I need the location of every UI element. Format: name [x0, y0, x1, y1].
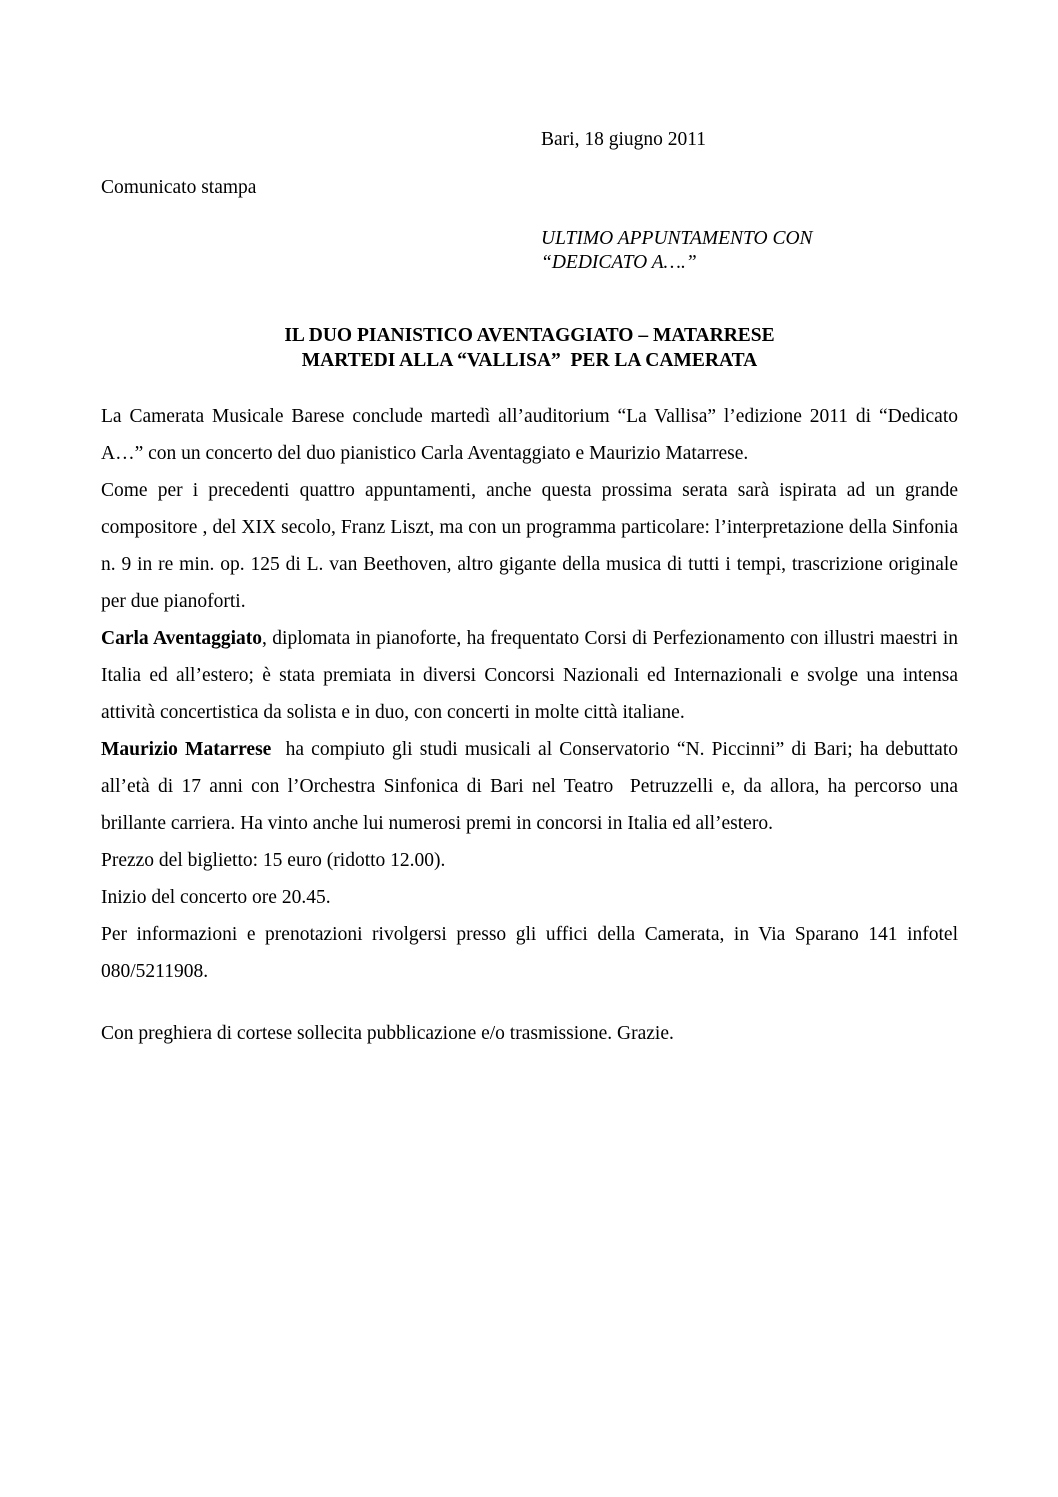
document-type-label: Comunicato stampa — [101, 177, 257, 198]
press-release-date: Bari, 18 giugno 2011 — [541, 129, 707, 150]
bio-matarrese: ha compiuto gli studi musicali al Conservatorio “N. Piccinni” di Bari; ha debuttato all’età di 17 anni con l’Orchestra Sinfonica di Bari nel Teatro Petruzzelli e, da allora, ha percorso una brillante carriera. Ha vinto anche lui numerosi premi in concorsi in Italia ed all’estero. — [101, 739, 963, 834]
ticket-price: Prezzo del biglietto: 15 euro (ridotto 12.00). — [101, 850, 446, 871]
closing-note: Con preghiera di cortese sollecita pubblicazione e/o trasmissione. Grazie. — [101, 1023, 674, 1044]
contact-info: Per informazioni e prenotazioni rivolgersi presso gli uffici della Camerata, in Via Sparano 141 infotel 080/5211908. — [101, 924, 958, 982]
headline — [101, 323, 958, 373]
paragraph-aventaggiato — [101, 620, 958, 731]
headline-line-2: MARTEDI ALLA “VALLISA” PER LA CAMERATA — [301, 350, 758, 371]
paragraph-intro: La Camerata Musicale Barese conclude martedì all’auditorium “La Vallisa” l’edizione 2011 di “Dedicato A…” con un concerto del duo pianistico Carla Aventaggiato e Maurizio Matarrese. — [101, 406, 958, 464]
headline-line-1: IL DUO PIANISTICO AVENTAGGIATO – MATARRESE — [284, 325, 775, 346]
performer-name-matarrese: Maurizio Matarrese — [101, 739, 272, 760]
bio-aventaggiato: , diplomata in pianoforte, ha frequentato Corsi di Perfezionamento con illustri maestri in Italia ed all’estero; è stata premiata in diversi Concorsi Nazionali ed Internazionali e svolge una intensa attività concertistica da solista e in duo, con concerti in molte città italiane. — [101, 628, 959, 723]
paragraph-program: Come per i precedenti quattro appuntamenti, anche questa prossima serata sarà ispirata ad un grande compositore , del XIX secolo, Franz Liszt, ma con un programma particolare: l’interpretazione della Sinfonia n. 9 in re min. op. 125 di L. van Beethoven, altro gigante della musica di tutti i tempi, trascrizione originale per due pianoforti. — [101, 480, 958, 612]
body-text — [101, 398, 963, 990]
subtitle-line-2: “DEDICATO A….” — [541, 252, 697, 273]
performer-name-aventaggiato: Carla Aventaggiato — [101, 628, 263, 649]
paragraph-matarrese — [101, 731, 963, 842]
subtitle-block — [541, 227, 941, 275]
concert-start-time: Inizio del concerto ore 20.45. — [101, 887, 331, 908]
subtitle-line-1: ULTIMO APPUNTAMENTO CON — [541, 228, 813, 249]
